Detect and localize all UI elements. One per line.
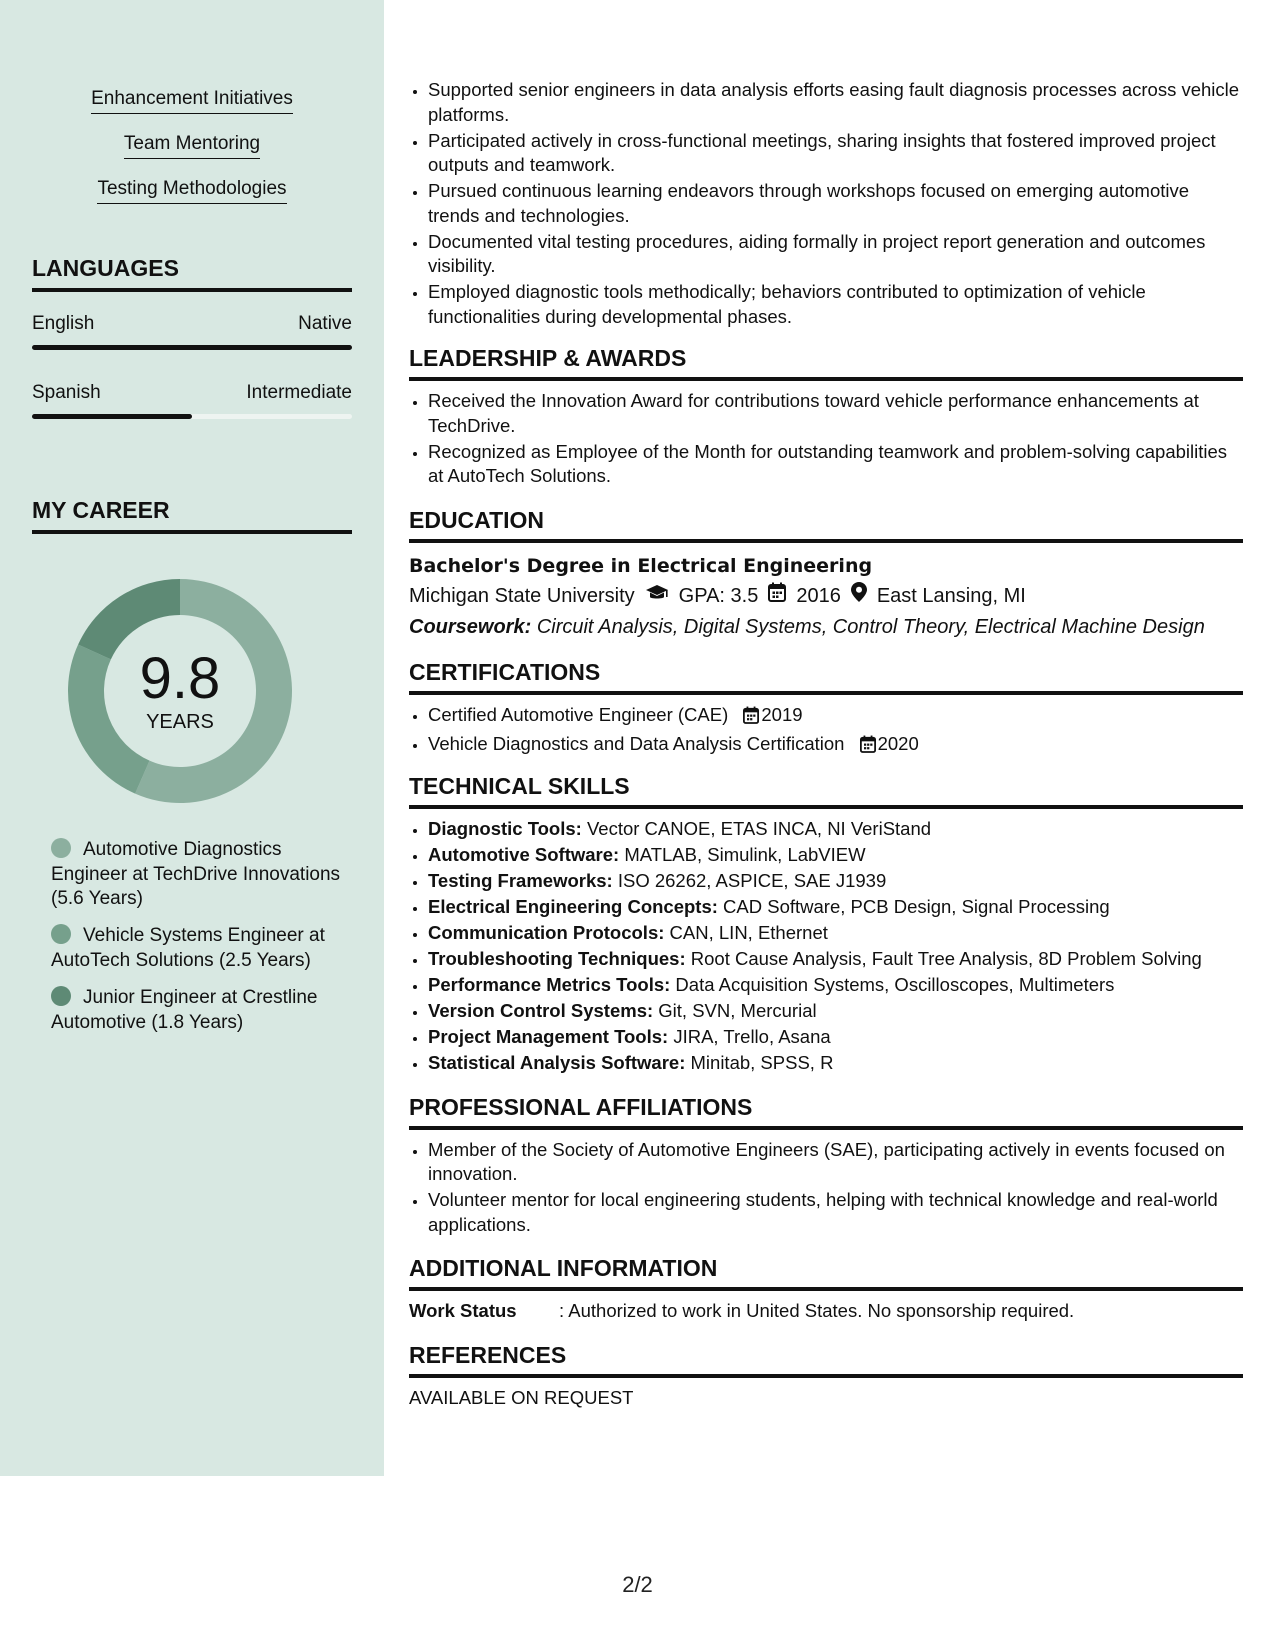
career-unit: YEARS xyxy=(146,711,214,733)
education-heading: EDUCATION xyxy=(409,505,1243,543)
affiliation-item: • Volunteer mentor for local engineering students, helping with technical knowledge and real-world applications. xyxy=(428,1188,1243,1237)
skill-item: • Automotive Software: MATLAB, Simulink, LabVIEW xyxy=(428,843,1243,868)
language-level: Intermediate xyxy=(246,382,352,403)
sidebar xyxy=(0,0,384,1476)
education-school: Michigan State University xyxy=(409,584,635,607)
experience-bullet: • Documented vital testing procedures, aiding formally in project report generation and outcomes visibility. xyxy=(428,230,1243,279)
calendar-icon xyxy=(768,581,786,611)
skill-item: • Statistical Analysis Software: Minitab, SPSS, R xyxy=(428,1051,1243,1076)
legend-dot xyxy=(51,924,71,944)
references-text: AVAILABLE ON REQUEST xyxy=(409,1386,634,1408)
leadership-heading: LEADERSHIP & AWARDS xyxy=(409,343,1243,381)
location-pin-icon xyxy=(851,581,867,611)
skill-item: • Testing Frameworks: ISO 26262, ASPICE, SAE J1939 xyxy=(428,869,1243,894)
work-status-value: : Authorized to work in United States. No sponsorship required. xyxy=(559,1300,1075,1321)
education-gpa: GPA: 3.5 xyxy=(678,584,759,607)
career-legend-item: Automotive Diagnostics Engineer at TechDrive Innovations (5.6 Years) xyxy=(51,839,341,909)
experience-bullets xyxy=(409,78,1243,329)
leadership-item: • Received the Innovation Award for contributions toward vehicle performance enhancements at TechDrive. xyxy=(428,389,1243,438)
calendar-icon xyxy=(860,735,876,760)
certification-item: • Vehicle Diagnostics and Data Analysis Certification 2020 xyxy=(428,732,1243,760)
experience-bullet: • Participated actively in cross-functional meetings, sharing insights that fostered improved project outputs and teamwork. xyxy=(428,129,1243,178)
skill-item: • Project Management Tools: JIRA, Trello, Asana xyxy=(428,1025,1243,1050)
education-location: East Lansing, MI xyxy=(876,584,1026,607)
certification-year: 2020 xyxy=(877,732,919,754)
skills-list xyxy=(409,817,1243,1076)
skill-item: • Troubleshooting Techniques: Root Cause Analysis, Fault Tree Analysis, 8D Problem Solving xyxy=(428,947,1243,972)
leadership-item: • Recognized as Employee of the Month for outstanding teamwork and problem-solving capabilities at AutoTech Solutions. xyxy=(428,440,1243,489)
experience-bullet: • Supported senior engineers in data analysis efforts easing fault diagnosis processes across vehicle platforms. xyxy=(428,78,1243,127)
main-content xyxy=(409,78,1243,1410)
education-coursework: Coursework: Circuit Analysis, Digital Systems, Control Theory, Electrical Machine Design xyxy=(409,615,1205,638)
language-row xyxy=(32,382,352,404)
legend-dot xyxy=(51,986,71,1006)
career-legend-item: Vehicle Systems Engineer at AutoTech Solutions (2.5 Years) xyxy=(51,925,325,971)
language-level: Native xyxy=(298,313,352,334)
skill-item: • Electrical Engineering Concepts: CAD Software, PCB Design, Signal Processing xyxy=(428,895,1243,920)
language-bar-fill xyxy=(32,414,192,419)
certification-item: • Certified Automotive Engineer (CAE) 2019 xyxy=(428,703,1243,731)
calendar-icon xyxy=(743,706,759,731)
skill-item: • Communication Protocols: CAN, LIN, Ethernet xyxy=(428,921,1243,946)
graduation-cap-icon xyxy=(645,581,669,611)
education-meta xyxy=(409,581,1243,611)
certifications-heading: CERTIFICATIONS xyxy=(409,657,1243,695)
page-number: 2/2 xyxy=(622,1572,653,1597)
work-status-row xyxy=(409,1299,1243,1324)
language-bar-fill xyxy=(32,345,352,350)
work-status-label: Work Status xyxy=(409,1300,517,1321)
skills-heading: TECHNICAL SKILLS xyxy=(409,771,1243,809)
languages-heading: LANGUAGES xyxy=(32,255,352,292)
experience-bullet: • Pursued continuous learning endeavors through workshops focused on emerging automotive trends and technologies. xyxy=(428,179,1243,228)
language-name: English xyxy=(32,313,95,334)
affiliation-item: • Member of the Society of Automotive Engineers (SAE), participating actively in events focused on innovation. xyxy=(428,1138,1243,1187)
references-heading: REFERENCES xyxy=(409,1340,1243,1378)
legend-dot xyxy=(51,838,71,858)
skill-item: • Version Control Systems: Git, SVN, Mercurial xyxy=(428,999,1243,1024)
certification-year: 2019 xyxy=(761,703,803,725)
interest-item: Testing Methodologies xyxy=(0,178,384,204)
language-bar xyxy=(32,345,352,350)
skill-item: • Performance Metrics Tools: Data Acquisition Systems, Oscilloscopes, Multimeters xyxy=(428,973,1243,998)
skill-item: • Diagnostic Tools: Vector CANOE, ETAS INCA, NI VeriStand xyxy=(428,817,1243,842)
career-donut xyxy=(62,573,298,809)
language-bar xyxy=(32,414,352,419)
certifications-list xyxy=(409,703,1243,760)
interest-item: Team Mentoring xyxy=(0,133,384,159)
interest-item: Enhancement Initiatives xyxy=(0,88,384,114)
career-heading: MY CAREER xyxy=(32,497,352,534)
career-total: 9.8 xyxy=(139,646,221,711)
affiliations-list xyxy=(409,1138,1243,1238)
leadership-list xyxy=(409,389,1243,489)
experience-bullet: • Employed diagnostic tools methodically; behaviors contributed to optimization of vehicle functionalities during developmental phases. xyxy=(428,280,1243,329)
language-row xyxy=(32,313,352,335)
affiliations-heading: PROFESSIONAL AFFILIATIONS xyxy=(409,1092,1243,1130)
education-year: 2016 xyxy=(796,584,841,607)
education-degree: Bachelor's Degree in Electrical Engineering xyxy=(409,554,873,577)
language-name: Spanish xyxy=(32,382,101,403)
additional-info-heading: ADDITIONAL INFORMATION xyxy=(409,1253,1243,1291)
career-legend-item: Junior Engineer at Crestline Automotive (1.8 Years) xyxy=(51,987,318,1033)
